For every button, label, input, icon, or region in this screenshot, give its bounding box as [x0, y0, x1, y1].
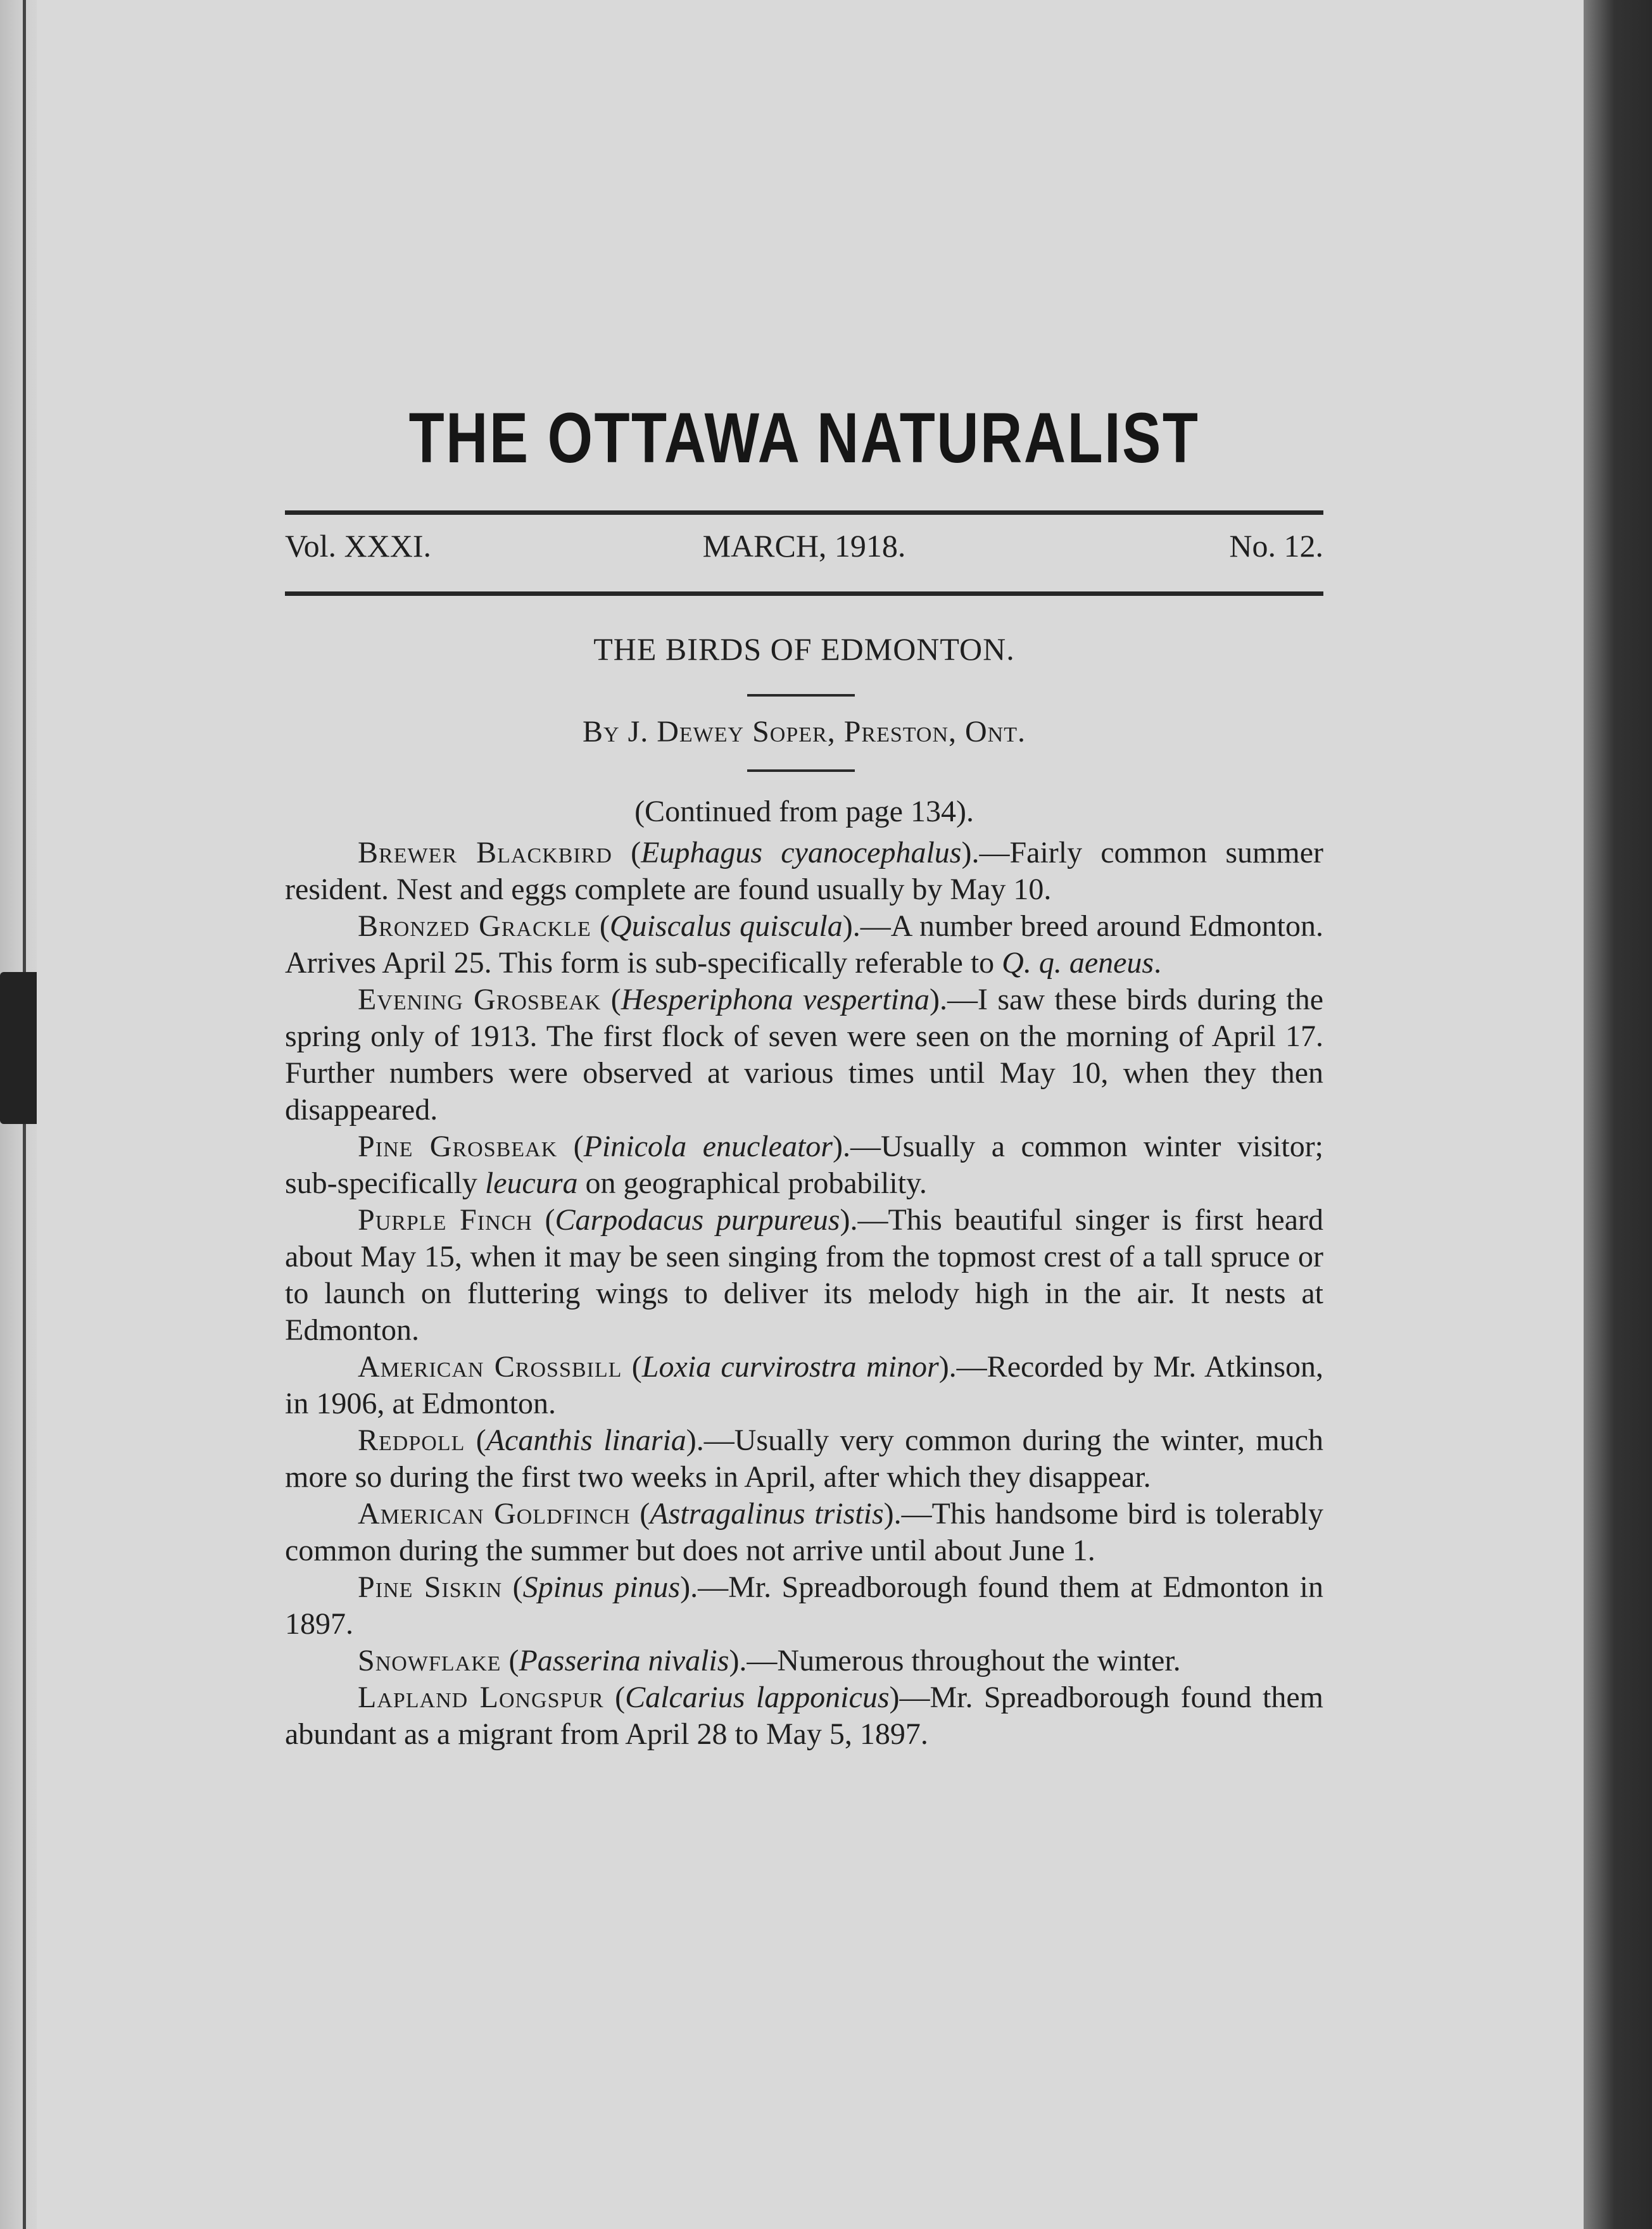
masthead-top-rule: [285, 510, 1323, 515]
issue-line: [285, 527, 1323, 565]
species-entry: [285, 1643, 1323, 1679]
species-entry: [285, 1128, 1323, 1202]
masthead-bottom-rule: [285, 591, 1323, 596]
species-note: ).—Usually very common during the winter, much more so during the first two weeks in April, after which they disappear.: [285, 1424, 1323, 1494]
article-byline: By J. Dewey Soper, Preston, Ont.: [583, 715, 1026, 748]
journal-title: THE OTTAWA NATURALIST: [408, 398, 1200, 477]
species-note: ).—Usually a common winter visitor; sub-specifically: [285, 1130, 1324, 1200]
species-common-name: Pine Siskin: [358, 1570, 503, 1604]
species-note-tail: .: [1154, 946, 1162, 980]
species-common-name: Pine Grosbeak: [358, 1130, 558, 1163]
species-note: ).—Recorded by Mr. Atkinson, in 1906, at Edmonton.: [285, 1350, 1324, 1420]
species-common-name: Redpoll: [358, 1424, 465, 1457]
species-scientific-name: Calcarius lapponicus: [625, 1681, 890, 1714]
continued-note: (Continued from page 134).: [634, 795, 974, 828]
species-common-name: Brewer Blackbird: [358, 836, 612, 869]
species-scientific-name: Spinus pinus: [522, 1570, 681, 1604]
species-scientific-name: Euphagus cyanocephalus: [641, 836, 962, 869]
species-common-name: American Crossbill: [358, 1350, 622, 1384]
species-scientific-name: Acanthis linaria: [486, 1424, 686, 1457]
species-scientific-name: Hesperiphona vespertina: [621, 983, 930, 1016]
paren-open: (: [465, 1424, 486, 1457]
paren-open: (: [612, 836, 641, 869]
species-note: ).—I saw these birds during the spring only of 1913. The first flock of seven were seen on the morning of April 17. Further numbers were observed at various times until May 10, when they then disappeared.: [285, 983, 1324, 1127]
species-scientific-name: Loxia curvirostra minor: [641, 1350, 939, 1384]
paren-open: (: [601, 983, 621, 1016]
paren-open: (: [630, 1497, 650, 1531]
volume-label: Vol. XXXI.: [285, 528, 432, 564]
paren-open: (: [622, 1350, 642, 1384]
species-scientific-name: Carpodacus purpureus: [555, 1203, 840, 1237]
species-common-name: Snowflake: [358, 1644, 501, 1677]
species-entry: [285, 982, 1323, 1128]
species-common-name: Bronzed Grackle: [358, 909, 591, 943]
paren-open: (: [557, 1130, 584, 1163]
paren-open: (: [501, 1644, 519, 1677]
species-entry: [285, 908, 1323, 982]
species-entry: [285, 835, 1323, 908]
species-common-name: Lapland Longspur: [358, 1681, 604, 1714]
paren-open: (: [502, 1570, 523, 1604]
issue-date: MARCH, 1918.: [702, 528, 906, 564]
species-note-tail: on geographical probability.: [577, 1166, 927, 1200]
species-scientific-name: Pinicola enucleator: [583, 1130, 833, 1163]
species-list: [285, 835, 1323, 1753]
byline-divider: [747, 769, 855, 772]
species-common-name: Evening Grosbeak: [358, 983, 602, 1016]
article-title: THE BIRDS OF EDMONTON.: [593, 631, 1015, 667]
masthead: [285, 399, 1323, 477]
species-scientific-name: Passerina nivalis: [519, 1644, 729, 1677]
species-note: ).—This handsome bird is tolerably common during the summer but does not arrive until about June 1.: [285, 1497, 1323, 1567]
species-entry: [285, 1569, 1323, 1643]
species-entry: [285, 1422, 1323, 1496]
species-note: ).—Numerous throughout the winter.: [729, 1644, 1181, 1677]
paren-open: (: [591, 909, 610, 943]
subspecies-name: leucura: [484, 1166, 578, 1200]
subspecies-name: Q. q. aeneus: [1002, 946, 1154, 980]
title-divider: [747, 694, 855, 697]
species-note: )—Mr. Spreadborough found them abundant as a migrant from April 28 to May 5, 1897.: [285, 1681, 1324, 1751]
species-note: ).—Fairly common summer resident. Nest and eggs complete are found usually by May 10.: [285, 836, 1323, 906]
species-scientific-name: Quiscalus quiscula: [609, 909, 843, 943]
species-entry: [285, 1349, 1323, 1422]
species-scientific-name: Astragalinus tristis: [650, 1497, 884, 1531]
species-note: ).—Mr. Spreadborough found them at Edmonton in 1897.: [285, 1570, 1323, 1641]
species-common-name: Purple Finch: [358, 1203, 533, 1237]
paren-open: (: [603, 1681, 626, 1714]
issue-number: No. 12.: [1229, 528, 1323, 564]
species-entry: [285, 1202, 1323, 1349]
species-common-name: American Goldfinch: [358, 1497, 631, 1531]
paren-open: (: [532, 1203, 555, 1237]
species-note: ).—This beautiful singer is first heard about May 15, when it may be seen singing from the topmost crest of a tall spruce or to launch on fluttering wings to deliver its melody high in the air. It nests at Edmonton.: [285, 1203, 1323, 1347]
scan-right-shadow: [1584, 0, 1652, 2229]
species-entry: [285, 1496, 1323, 1569]
species-note: ).—A number breed around Edmonton. Arrives April 25. This form is sub-specifically referable to: [285, 909, 1324, 980]
species-entry: [285, 1679, 1323, 1753]
